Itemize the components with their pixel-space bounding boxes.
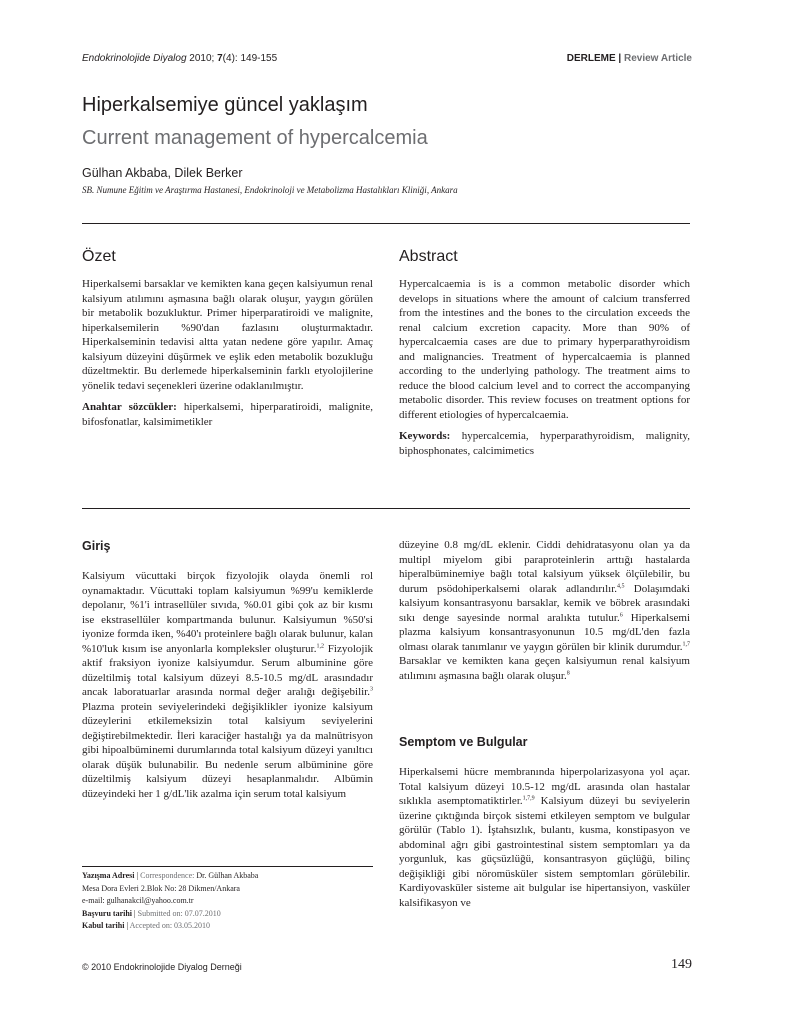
semptom-heading: Semptom ve Bulgular (399, 735, 528, 749)
article-type (567, 53, 692, 64)
correspondence-name: Dr. Gülhan Akbaba (194, 871, 259, 880)
reference-superscript: 1,7,9 (522, 795, 535, 802)
abstract-body: Hypercalcaemia is is a common metabolic disorder which develops in situations where the amount of calcium transferred from the intestines and the bones to the circulation exceeds the renal calcium excretion capacity. More than 90% of hypercalcaemia cases are due to primary hyperparathyroidism and malignancies. Treatment of hypercalcaemia is planned according to the underlying pathology. The treatment aims to reduce the blood calcium level and to correct the accompanying metabolic disorder. This review focuses on treatment options for different etiologies of hypercalcaemia. (399, 278, 690, 421)
title-turkish: Hiperkalsemiye güncel yaklaşım (82, 94, 368, 116)
journal-name: Endokrinolojide Diyalog (82, 53, 187, 64)
citation-volume: 7 (217, 53, 223, 64)
ozet-keywords-label: Anahtar sözcükler: (82, 401, 177, 413)
article-type-tr: DERLEME (566, 53, 616, 64)
giris-heading: Giriş (82, 539, 111, 553)
semptom-text-b: Kalsiyum düzeyi bu seviyelerin üzerine çıktığında birçok sistemi etkileyen semptom ve bulgular görülür (Tablo 1). İştahsızlık, bulantı, kusma, konstipasyon ve abdominal ağrı gibi gastrointestinal sistem semptomları ya da yorgunluk, kas güçsüzlüğü, konsantrasyon güçlüğü, bilinç değişikliği gibi nöromüsküler sistem semptomları görülebilir. Kardiyovasküler sisteme ait bulgular ise hipertansiyon, vasküler kalsifikasyon ve (399, 795, 690, 909)
reference-superscript: 1,7 (682, 640, 690, 647)
title-english: Current management of hypercalcemia (82, 127, 428, 149)
copyright: © 2010 Endokrinolojide Diyalog Derneği (82, 962, 242, 972)
accepted-date: Accepted on: 03.05.2010 (129, 921, 211, 930)
abstract-keywords-label: Keywords: (399, 430, 451, 442)
right-paragraph-1 (399, 538, 690, 683)
giris-column (82, 569, 373, 801)
page-number: 149 (671, 957, 692, 972)
abstract-keywords-text: hypercalcemia, hyperparathyroidism, malignity, biphosphonates, calcimimetics (399, 430, 690, 457)
right-text-d: Barsaklar ve kemikten kana geçen kalsiyumun renal kalsiyum atılımını aşmasına bağlı olarak oluşur. (399, 655, 690, 682)
ozet-keywords-text: hiperkalsemi, hiperparatiroidi, malignite, bifosfonatlar, kalsimimetikler (82, 401, 374, 428)
citation-issue-pages: (4): 149-155 (222, 53, 278, 64)
giris-text-a: Kalsiyum vücuttaki birçok fizyolojik olayda önemli rol oynamaktadır. Vücuttaki toplam kalsiyumun %99'u kemiklerde depolanır, %1'i intrasellüler sıvıda, %0.01 gibi çok az bir kısmı ise ekstrasellüler kompartmanda bulunur. Kalsiyumun %50'si iyonize formda iken, %40'ı proteinlere bağlı olarak bulunur, kalan %10'luk kısım ise anyonlarla kompleksler oluşturur. (82, 570, 373, 655)
submitted-label: Başvuru tarihi (82, 908, 133, 918)
right-text-b: Dolaşımdaki kalsiyum konsantrasyonu barsaklar, kemik ve böbrek arasındaki sıkı denge sayesinde normal aralıkta tutulur. (399, 582, 690, 624)
accepted-label: Kabul tarihi (82, 921, 125, 930)
right-column (399, 538, 690, 683)
ozet-keywords (82, 400, 373, 429)
semptom-text-a: Hiperkalsemi hücre membranında hiperpolarizasyona yol açar. Total kalsiyum düzeyi 10.5-12 mg/dL arasında olan hastalar sıklıkla asemptomatiktirler. (399, 766, 690, 807)
semptom-column (399, 765, 690, 910)
submitted-sep: | (132, 908, 138, 918)
abstract-column (399, 277, 690, 458)
accepted-sep: | (124, 921, 130, 930)
divider-top (82, 223, 690, 224)
accepted-line (82, 920, 373, 933)
authors: Gülhan Akbaba, Dilek Berker (82, 166, 243, 180)
abstract-keywords (399, 429, 690, 458)
ozet-heading: Özet (82, 248, 116, 265)
right-text-a: düzeyine 0.8 mg/dL eklenir. Ciddi dehidratasyonu olan ya da multipl miyelom gibi paraproteinlerin arttığı hastalarda hiperalbüminemiye bağlı total kalsiyum yüksek ölçülebilir, bu durum psödohiperkalsemi olarak adlandırılır. (399, 539, 690, 595)
article-type-en: Review Article (624, 53, 692, 64)
giris-text-b: Fizyolojik aktif fraksiyon iyonize kalsiyumdur. Serum albuminine göre düzeltilmiş total kalsiyum düzeyi 8.5-10.5 mg/dL arasındadır ancak laboratuarlar arasında normal değer aralığı değişebilir. (82, 642, 373, 698)
reference-superscript: 8 (566, 669, 570, 676)
correspondence-divider (82, 866, 373, 867)
correspondence-block (82, 870, 373, 933)
right-text-c: Hiperkalsemi plazma kalsiyum konsantrasyonunun 10.5 mg/dL'den fazla olması olarak tanımlanır ve yaygın görülen bir klinik durumdur. (399, 611, 690, 653)
giris-text-c: Plazma protein seviyelerindeki değişiklikler iyonize kalsiyum düzeylerini etkilemeksizin total kalsiyum seviyelerini değiştirebilmektedir. İleri karaciğer hastalığı ya da malnütrisyon gibi hipoalbüminemi durumlarında total kalsiyum düzeyi yanıltıcı olarak düşük bulunabilir. Bu nedenle serum albüminine göre düzeltilmiş kalsiyum düzeyi hesaplanmalıdır. Albümin düzeyindeki her 1 g/dL'lik azalma için serum total kalsiyum (82, 700, 373, 800)
reference-superscript: 3 (370, 686, 373, 693)
abstract-heading: Abstract (399, 248, 458, 265)
divider-middle (82, 508, 690, 509)
reference-superscript: 1,2 (316, 642, 324, 649)
citation-year: 2010; (189, 53, 218, 64)
correspondence-address: Mesa Dora Evleri 2.Blok No: 28 Dikmen/Ankara (82, 883, 240, 893)
ozet-body: Hiperkalsemi barsaklar ve kemikten kana geçen kalsiyumun renal kalsiyum atılımını aşmasına bağlı olarak oluşur, yaygın görülen bir metabolik bozukluktur. Primer hiperparatiroidi ve malignite, hiperkalsemilerin %90'dan fazlasını oluşturmaktadır. Hiperkalseminin tedavisi altta yatan nedene göre yapılır. Amaç kalsiyum düzeyini düşürmek ve eşlik eden metabolik bozukluğu düzeltmektir. Bu derlemede hiperkalseminin farklı etyolojilerine yönelik tedavi seçenekleri üzerine odaklanılmıştır. (82, 278, 373, 392)
ozet-column (82, 277, 373, 429)
correspondence-label-en: Correspondence: (140, 871, 195, 880)
journal-citation (82, 53, 277, 64)
semptom-paragraph (399, 765, 690, 910)
correspondence-label: Yazışma Adresi (82, 871, 135, 880)
affiliation: SB. Numune Eğitim ve Araştırma Hastanesi, Endokrinoloji ve Metabolizma Hastalıkları Kliniği, Ankara (82, 185, 458, 195)
correspondence-sep: | (134, 871, 141, 880)
reference-superscript: 4,5 (617, 582, 625, 589)
giris-paragraph (82, 569, 373, 801)
correspondence-line (82, 870, 373, 883)
article-type-separator: | (615, 53, 624, 64)
submitted-date: Submitted on: 07.07.2010 (137, 908, 221, 918)
submitted-line (82, 908, 373, 921)
reference-superscript: 6 (619, 611, 623, 618)
correspondence-email: e-mail: gulhanakcil@yahoo.com.tr (82, 896, 194, 905)
